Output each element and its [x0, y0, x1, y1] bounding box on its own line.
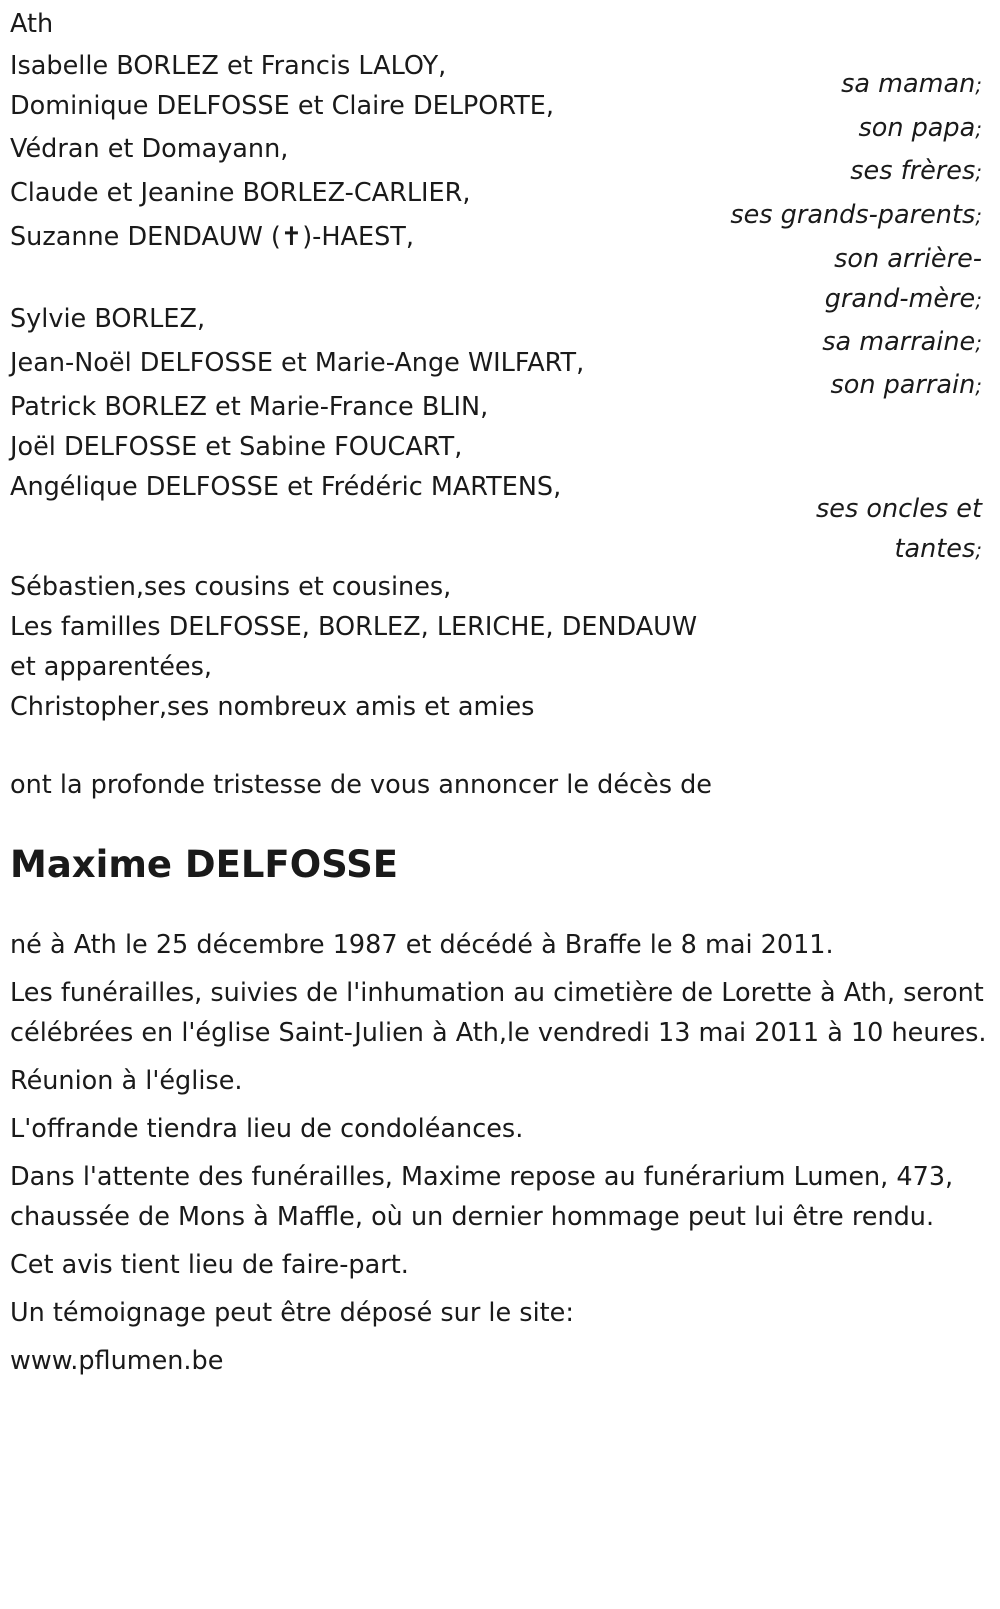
others-line: et apparentées, [10, 652, 212, 682]
role-text: son parrain [830, 370, 976, 400]
others-line: Christopher,ses nombreux amis et amies [10, 692, 535, 722]
role-text: grand-mère [824, 284, 976, 314]
family-names: Védran et Domayann, [10, 134, 289, 164]
others-line: Les familles DELFOSSE, BORLEZ, LERICHE, DENDAUW [10, 612, 698, 642]
testimony-info: Un témoignage peut être déposé sur le site: [10, 1298, 574, 1328]
semicolon: ; [975, 374, 982, 398]
role-text: tantes [894, 534, 976, 564]
birth-death: né à Ath le 25 décembre 1987 et décédé à Braffe le 8 mai 2011. [10, 930, 834, 960]
website-link[interactable]: www.pflumen.be [10, 1346, 224, 1376]
uncle-names: Patrick BORLEZ et Marie-France BLIN, [10, 392, 489, 422]
rest-info: Dans l'attente des funérailles, Maxime repose au funérarium Lumen, 473, chaussée de Mons à Maffle, où un dernier hommage peut lui être rendu. [10, 1162, 954, 1232]
uncle-names: Joël DELFOSSE et Sabine FOUCART, [10, 432, 463, 462]
city-header: Ath [10, 9, 54, 39]
uncles-role-line1: ses oncles et [816, 494, 982, 524]
announcement: ont la profonde tristesse de vous annoncer le décès de [10, 770, 712, 800]
uncle-names: Angélique DELFOSSE et Frédéric MARTENS, [10, 472, 562, 502]
semicolon: ; [975, 331, 982, 355]
family-names: Sylvie BORLEZ, [10, 304, 206, 334]
role-text: son papa [858, 113, 976, 143]
deceased-name: Maxime DELFOSSE [10, 843, 399, 886]
semicolon: ; [975, 117, 982, 141]
family-names: Claude et Jeanine BORLEZ-CARLIER, [10, 178, 471, 208]
semicolon: ; [975, 288, 982, 312]
others-block [10, 567, 988, 727]
offering-info: L'offrande tiendra lieu de condoléances. [10, 1114, 524, 1144]
semicolon: ; [975, 160, 982, 184]
semicolon: ; [975, 204, 982, 228]
semicolon: ; [975, 538, 982, 562]
role-text: sa marraine [822, 327, 976, 357]
role-text: sa maman [841, 69, 976, 99]
family-names: Suzanne DENDAUW (✝)-HAEST, [10, 222, 414, 252]
role-text: ses grands-parents [730, 200, 976, 230]
family-role-line1: son arrière- [834, 244, 982, 274]
others-line: Sébastien,ses cousins et cousines, [10, 572, 452, 602]
semicolon: ; [975, 73, 982, 97]
funeral-info: Les funérailles, suivies de l'inhumation au cimetière de Lorette à Ath, seront célébrées en l'église Saint-Julien à Ath,le vendredi 13 mai 2011 à 10 heures. [10, 978, 987, 1048]
family-names: Dominique DELFOSSE et Claire DELPORTE, [10, 91, 555, 121]
family-names: Jean-Noël DELFOSSE et Marie-Ange WILFART, [10, 348, 585, 378]
notice-info: Cet avis tient lieu de faire-part. [10, 1250, 409, 1280]
obituary-notice [10, 4, 988, 1381]
uncles-entry [10, 387, 988, 569]
uncles-role-line2 [10, 529, 988, 569]
meeting-info: Réunion à l'église. [10, 1066, 243, 1096]
role-text: ses frères [850, 156, 976, 186]
family-names: Isabelle BORLEZ et Francis LALOY, [10, 51, 447, 81]
